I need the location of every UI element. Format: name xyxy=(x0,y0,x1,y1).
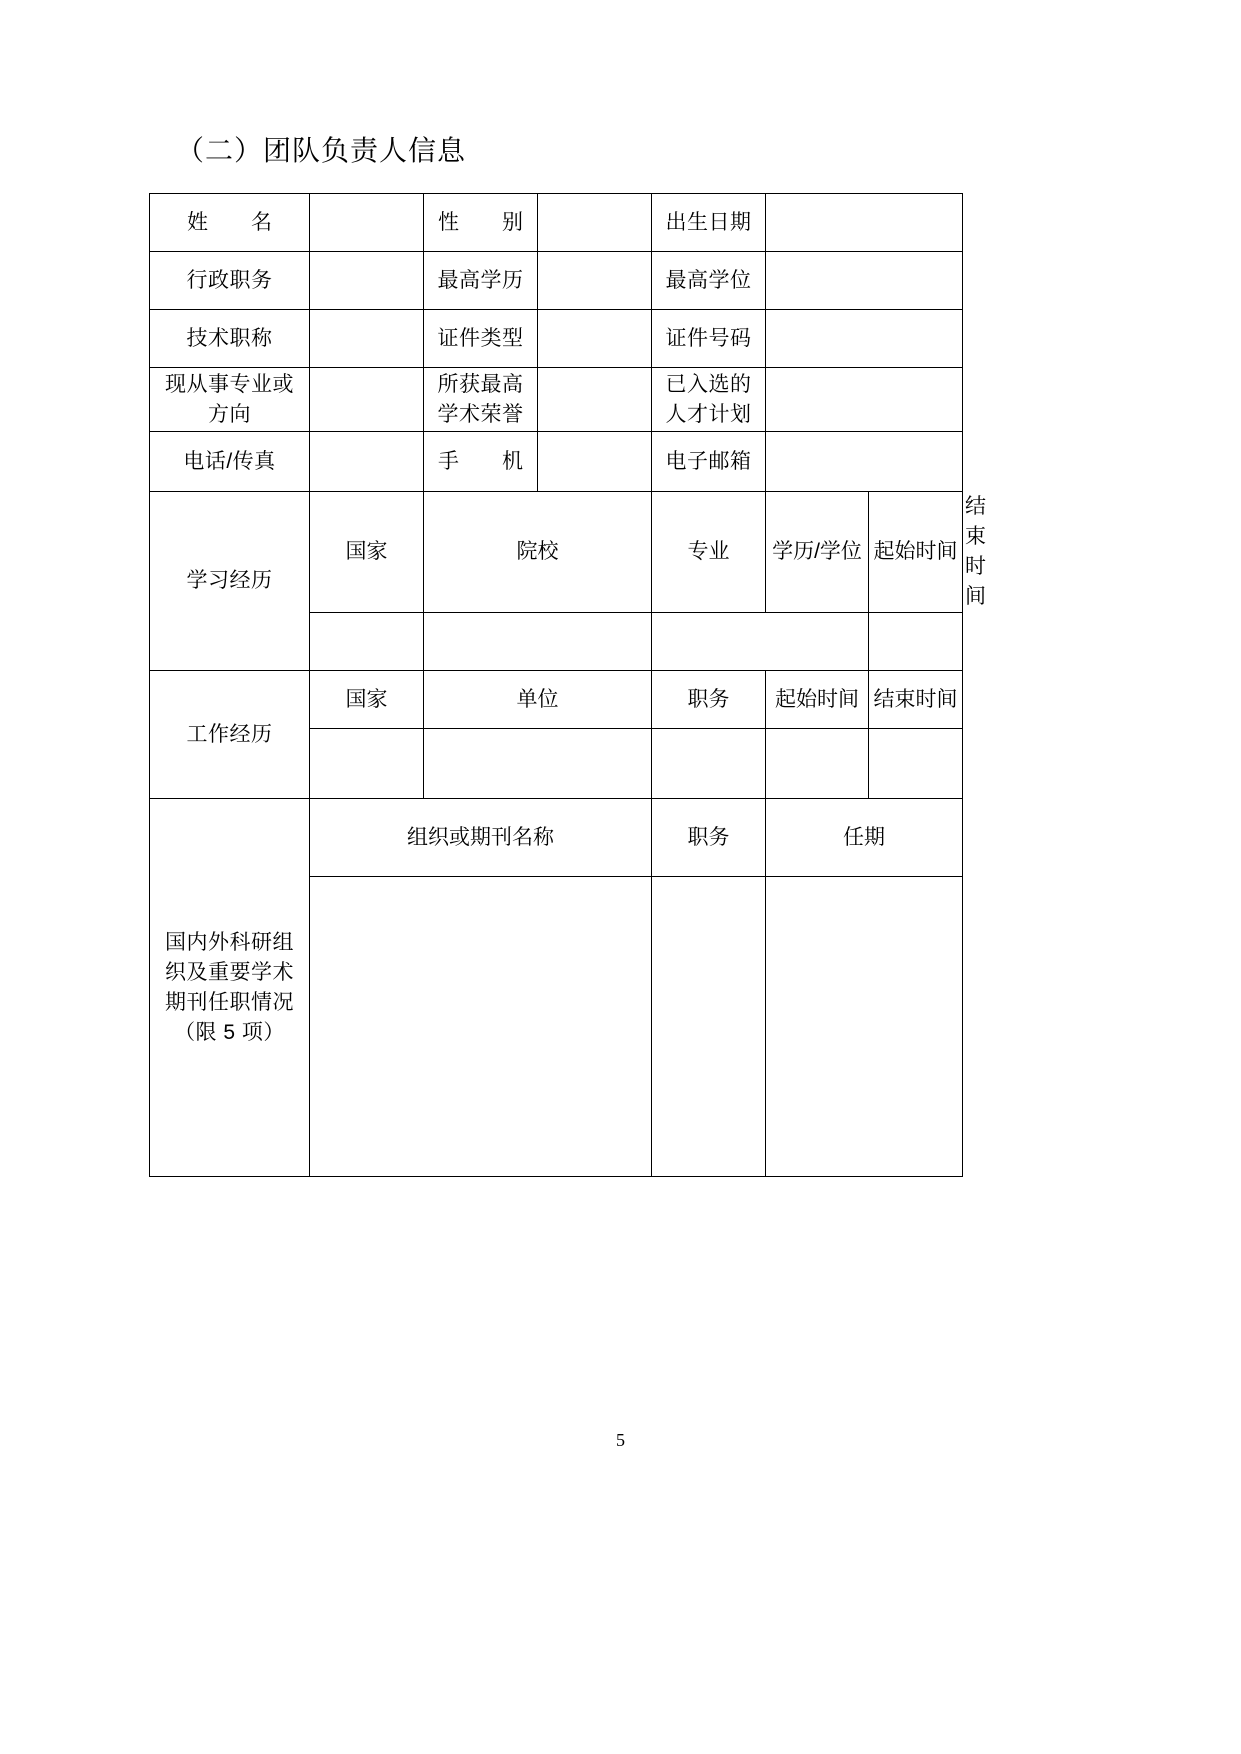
academic-service-cell-term[interactable] xyxy=(766,877,963,1177)
education-cell-school[interactable] xyxy=(424,613,652,671)
label-mobile-text: 手 机 xyxy=(438,449,534,473)
label-current-specialty-line2: 方向 xyxy=(208,402,251,426)
education-cell-country[interactable] xyxy=(310,613,424,671)
page-title: （二）团队负责人信息 xyxy=(176,135,467,166)
field-administrative-post[interactable] xyxy=(310,252,424,310)
academic-service-cell-name[interactable] xyxy=(310,877,652,1177)
work-col-country: 国家 xyxy=(310,671,424,729)
education-cell-start[interactable] xyxy=(869,613,963,671)
field-email[interactable] xyxy=(766,432,963,492)
leader-information-table xyxy=(149,193,986,1177)
table-row xyxy=(150,368,963,432)
academic-service-cell-position[interactable] xyxy=(652,877,766,1177)
field-phone-fax[interactable] xyxy=(310,432,424,492)
label-talent-program xyxy=(652,368,766,432)
page-number: 5 xyxy=(616,1430,625,1450)
label-current-specialty xyxy=(150,368,310,432)
table-row xyxy=(150,194,963,252)
label-email: 电子邮箱 xyxy=(652,432,766,492)
label-talent-program-line1: 已入选的 xyxy=(665,372,752,396)
label-talent-program-line2: 人才计划 xyxy=(665,402,752,426)
label-technical-title: 技术职称 xyxy=(150,310,310,368)
education-header-row: 学习经历 国家 院校 专业 学历/学位 起始时间 结束时间 xyxy=(150,492,963,613)
label-name-text: 姓 名 xyxy=(187,210,283,234)
work-cell-organization[interactable] xyxy=(424,729,652,799)
work-header-row xyxy=(150,671,963,729)
field-name[interactable] xyxy=(310,194,424,252)
education-col-start: 起始时间 xyxy=(869,492,963,613)
table-row xyxy=(150,310,963,368)
label-mobile xyxy=(424,432,538,492)
label-work-experience: 工作经历 xyxy=(150,671,310,799)
field-highest-degree[interactable] xyxy=(766,252,963,310)
field-gender[interactable] xyxy=(538,194,652,252)
field-highest-education[interactable] xyxy=(538,252,652,310)
education-col-major: 专业 xyxy=(652,492,766,613)
label-name xyxy=(150,194,310,252)
field-highest-academic-honor[interactable] xyxy=(538,368,652,432)
academic-service-col-name: 组织或期刊名称 xyxy=(310,799,652,877)
academic-service-col-position: 职务 xyxy=(652,799,766,877)
label-id-type: 证件类型 xyxy=(424,310,538,368)
field-id-number[interactable] xyxy=(766,310,963,368)
field-mobile[interactable] xyxy=(538,432,652,492)
label-administrative-post: 行政职务 xyxy=(150,252,310,310)
education-col-school: 院校 xyxy=(424,492,652,613)
work-cell-country[interactable] xyxy=(310,729,424,799)
label-academic-service-line2: 织及重要学术 xyxy=(165,960,294,984)
label-phone-fax: 电话/传真 xyxy=(150,432,310,492)
academic-service-header-row xyxy=(150,799,963,877)
label-academic-service-line1: 国内外科研组 xyxy=(165,930,294,954)
work-cell-end[interactable] xyxy=(869,729,963,799)
label-highest-academic-honor xyxy=(424,368,538,432)
label-academic-service xyxy=(150,799,310,1177)
field-id-type[interactable] xyxy=(538,310,652,368)
field-technical-title[interactable] xyxy=(310,310,424,368)
work-col-end: 结束时间 xyxy=(869,671,963,729)
education-col-degree: 学历/学位 xyxy=(766,492,869,613)
label-id-number: 证件号码 xyxy=(652,310,766,368)
label-highest-academic-honor-line1: 所获最高 xyxy=(437,372,524,396)
label-gender xyxy=(424,194,538,252)
work-col-start: 起始时间 xyxy=(766,671,869,729)
table-row xyxy=(150,432,963,492)
label-education-experience: 学习经历 xyxy=(150,492,310,671)
field-birthdate[interactable] xyxy=(766,194,963,252)
field-current-specialty[interactable] xyxy=(310,368,424,432)
education-cell-major-degree[interactable] xyxy=(652,613,869,671)
work-col-organization: 单位 xyxy=(424,671,652,729)
label-highest-academic-honor-line2: 学术荣誉 xyxy=(437,402,524,426)
label-academic-service-line3: 期刊任职情况 xyxy=(165,990,294,1014)
label-birthdate: 出生日期 xyxy=(652,194,766,252)
field-talent-program[interactable] xyxy=(766,368,963,432)
table-row xyxy=(150,252,963,310)
work-cell-position[interactable] xyxy=(652,729,766,799)
label-highest-education: 最高学历 xyxy=(424,252,538,310)
label-gender-text: 性 别 xyxy=(438,210,534,234)
label-highest-degree: 最高学位 xyxy=(652,252,766,310)
academic-service-col-term: 任期 xyxy=(766,799,963,877)
label-current-specialty-line1: 现从事专业或 xyxy=(165,372,294,396)
education-col-country: 国家 xyxy=(310,492,424,613)
work-cell-start[interactable] xyxy=(766,729,869,799)
label-academic-service-line4: （限 5 项） xyxy=(174,1020,285,1044)
work-col-position: 职务 xyxy=(652,671,766,729)
